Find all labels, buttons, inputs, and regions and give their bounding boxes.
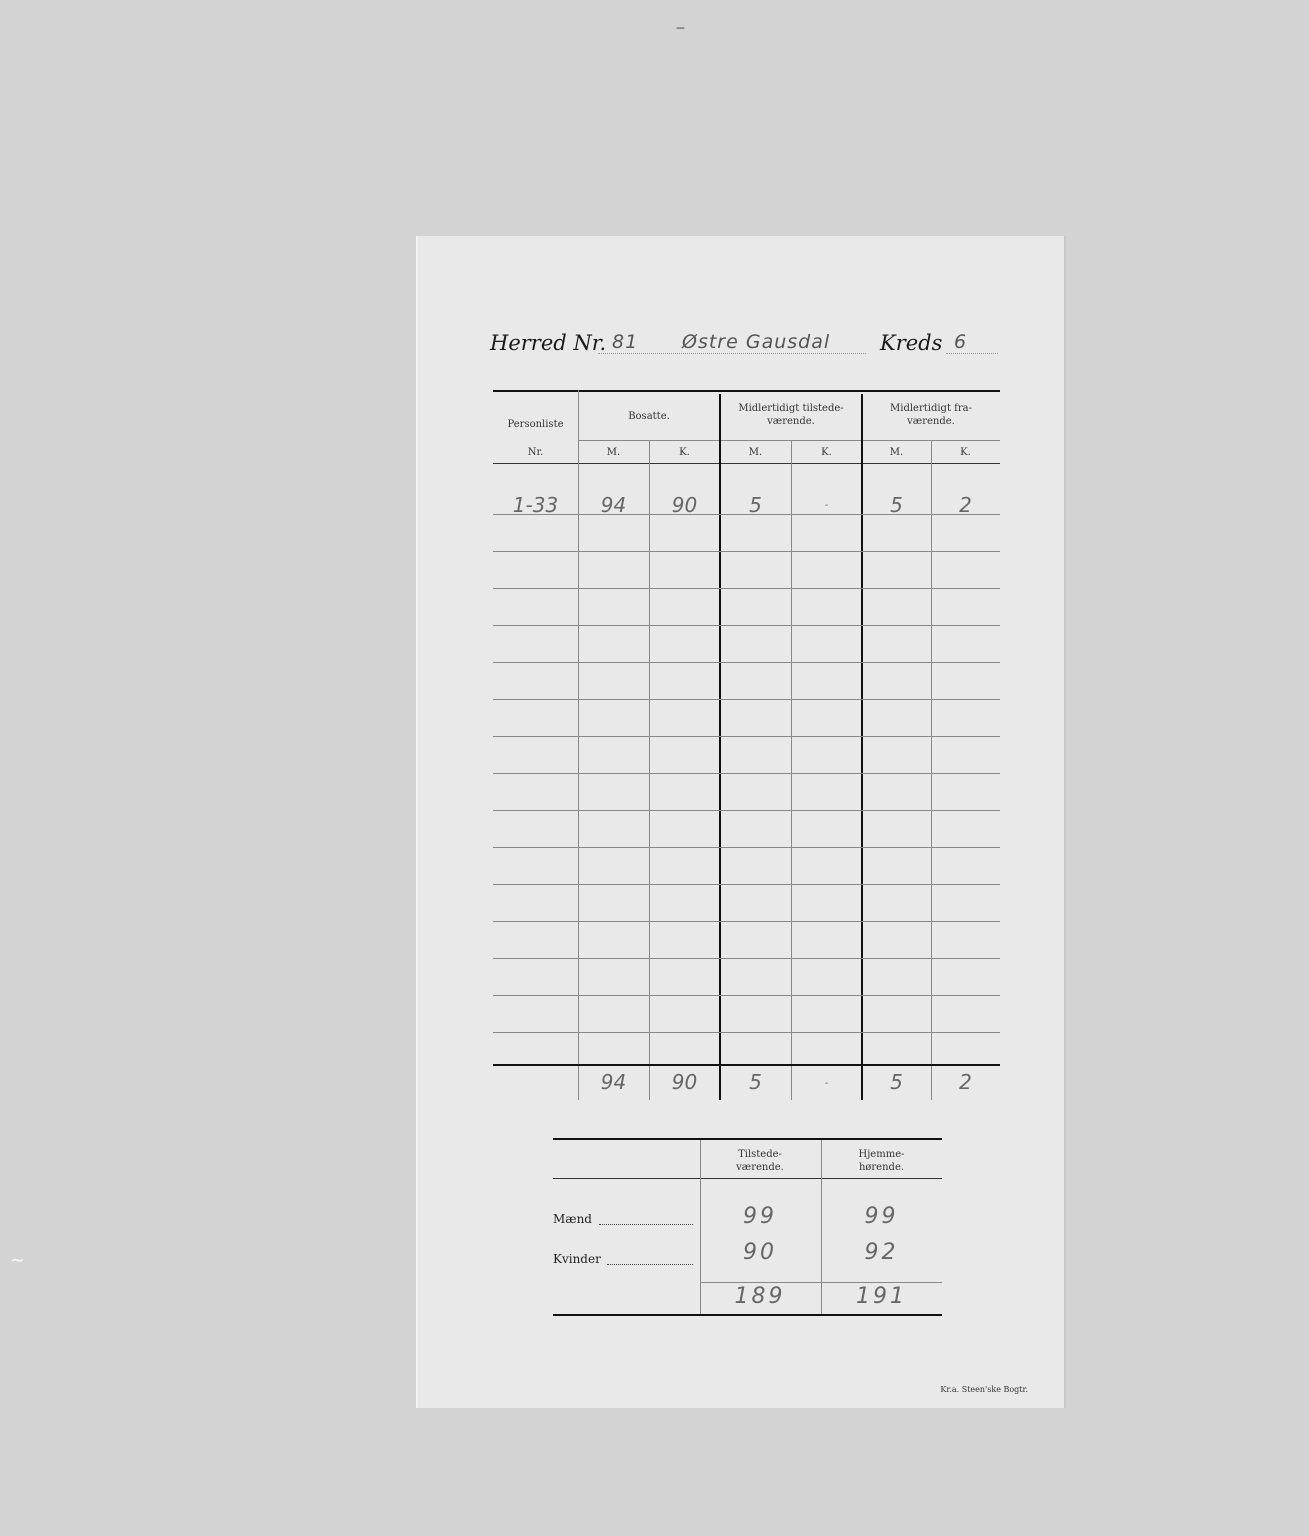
col-nr bbox=[493, 446, 578, 459]
col-nr-label: Nr. bbox=[527, 447, 544, 458]
summary-col-tilstede-line1: Tilstede- bbox=[738, 1149, 782, 1160]
scan-mark: ‒ bbox=[676, 20, 685, 36]
row-tilstede-m: 5 bbox=[749, 493, 762, 517]
printer-credit: Kr.a. Steen'ske Bogtr. bbox=[940, 1385, 1028, 1394]
row-bosatte-m: 94 bbox=[600, 493, 627, 517]
maend-tilstede: 99 bbox=[743, 1204, 777, 1229]
col-fravaerende-line1: Midlertidigt fra- bbox=[890, 403, 972, 414]
col-tilstede-m: M. bbox=[748, 447, 763, 458]
col-tilstede bbox=[720, 402, 862, 428]
col-fra-k: K. bbox=[960, 447, 971, 458]
total-bosatte-k: 90 bbox=[671, 1070, 698, 1094]
subheader-rule bbox=[578, 440, 1000, 441]
title-row bbox=[490, 331, 1000, 361]
summary-col-hjemme-line1: Hjemme- bbox=[858, 1149, 905, 1160]
total-tilstede: 189 bbox=[734, 1284, 786, 1309]
row-fra-k: 2 bbox=[959, 493, 972, 517]
row-rule bbox=[493, 625, 1000, 626]
total-fra-k: 2 bbox=[959, 1070, 972, 1094]
row-rule bbox=[493, 551, 1000, 552]
header-bottom-rule bbox=[493, 463, 1000, 464]
census-form bbox=[418, 236, 1064, 1408]
col-fra-m: M. bbox=[889, 447, 904, 458]
row-rule bbox=[493, 958, 1000, 959]
summary-col-tilstede bbox=[700, 1148, 820, 1174]
summary-bottom-rule bbox=[553, 1314, 942, 1316]
summary-table bbox=[553, 1138, 942, 1318]
maend-label: Mænd bbox=[553, 1212, 592, 1226]
kvinder-dots bbox=[607, 1264, 693, 1265]
total-tilstede-k: - bbox=[824, 1078, 829, 1089]
row-bosatte-k: 90 bbox=[671, 493, 698, 517]
kvinder-tilstede: 90 bbox=[743, 1240, 777, 1265]
herred-label: Herred Nr. bbox=[490, 331, 607, 355]
row-rule bbox=[493, 1032, 1000, 1033]
col-bosatte-k: K. bbox=[679, 447, 690, 458]
col-tilstede-line1: Midlertidigt tilstede- bbox=[738, 403, 844, 414]
row-rule bbox=[493, 810, 1000, 811]
row-rule bbox=[493, 884, 1000, 885]
herred-dotline bbox=[598, 353, 866, 354]
row-rule bbox=[493, 736, 1000, 737]
col-fravaerende-line2: værende. bbox=[907, 416, 955, 427]
summary-header-rule bbox=[553, 1178, 942, 1179]
col-bosatte bbox=[578, 410, 720, 423]
row-tilstede-k: - bbox=[824, 500, 829, 511]
col-tilstede-k: K. bbox=[821, 447, 832, 458]
row-fra-m: 5 bbox=[890, 493, 903, 517]
maend-hjemme: 99 bbox=[864, 1204, 899, 1229]
row-rule bbox=[493, 588, 1000, 589]
summary-col-tilstede-line2: værende. bbox=[736, 1162, 784, 1173]
kvinder-hjemme: 92 bbox=[864, 1240, 899, 1265]
row-rule bbox=[493, 699, 1000, 700]
herred-name: Østre Gausdal bbox=[682, 331, 831, 353]
col-personliste bbox=[493, 418, 578, 431]
row-nr: 1-33 bbox=[512, 493, 559, 517]
total-hjemme: 191 bbox=[856, 1284, 907, 1309]
kvinder-label: Kvinder bbox=[553, 1252, 601, 1266]
row-rule bbox=[493, 995, 1000, 996]
col-bosatte-m: M. bbox=[606, 447, 621, 458]
main-table bbox=[493, 390, 1000, 1100]
row-rule bbox=[493, 773, 1000, 774]
col-personliste-label: Personliste bbox=[507, 419, 564, 430]
kreds-label: Kreds bbox=[880, 331, 943, 355]
herred-number: 81 bbox=[612, 331, 639, 353]
kreds-number: 6 bbox=[954, 331, 968, 353]
summary-top-rule bbox=[553, 1138, 942, 1140]
totals-rule bbox=[493, 1064, 1000, 1066]
kreds-dotline bbox=[946, 353, 998, 354]
table-top-rule bbox=[493, 390, 1000, 392]
col-fravaerende bbox=[862, 402, 1000, 428]
col-bosatte-label: Bosatte. bbox=[628, 411, 670, 422]
row-rule bbox=[493, 662, 1000, 663]
vline-tilstede-mk bbox=[791, 440, 792, 1100]
col-tilstede-line2: værende. bbox=[767, 416, 815, 427]
total-fra-m: 5 bbox=[890, 1070, 903, 1094]
summary-col-hjemme bbox=[821, 1148, 942, 1174]
row-rule bbox=[493, 921, 1000, 922]
total-bosatte-m: 94 bbox=[600, 1070, 627, 1094]
vline-bosatte-mk bbox=[649, 440, 650, 1100]
summary-col-hjemme-line2: hørende. bbox=[858, 1162, 905, 1173]
maend-dots bbox=[599, 1224, 693, 1225]
total-tilstede-m: 5 bbox=[749, 1070, 762, 1094]
row-rule bbox=[493, 847, 1000, 848]
scan-mark: ∼ bbox=[10, 1250, 26, 1271]
vline-fra-mk bbox=[931, 440, 932, 1100]
summary-subtotal-rule bbox=[700, 1282, 942, 1283]
